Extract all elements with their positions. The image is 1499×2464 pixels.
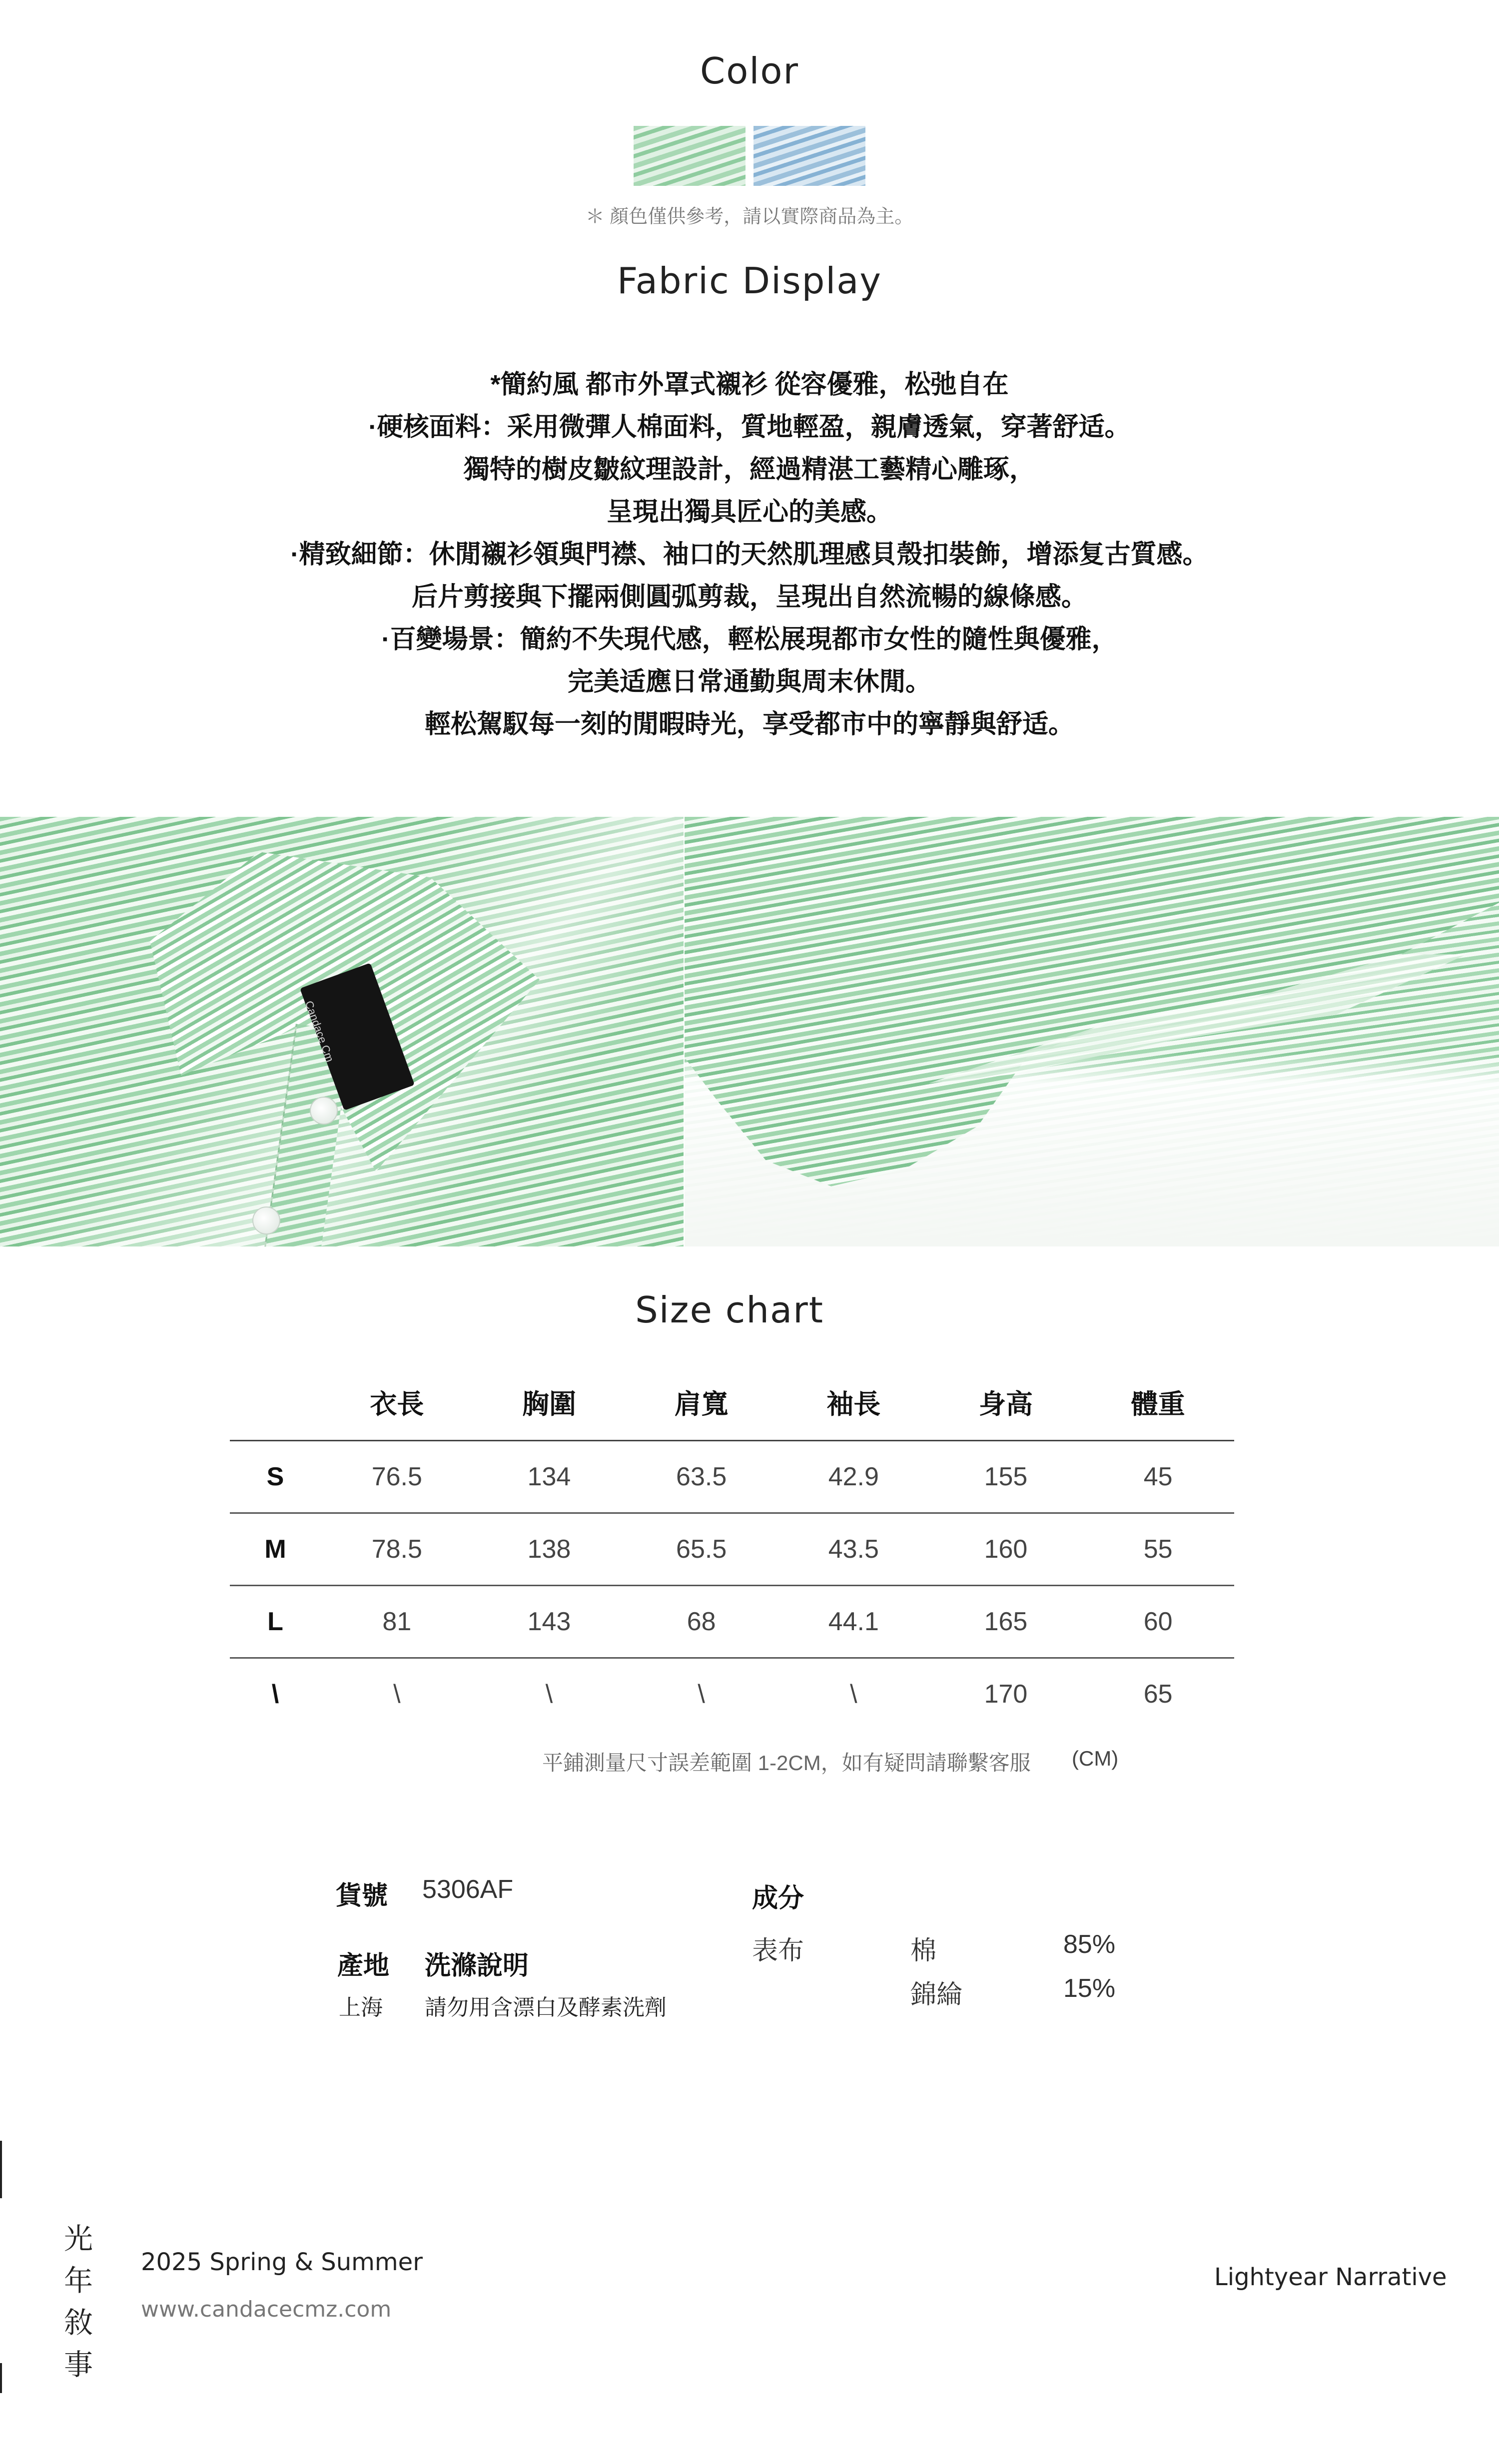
brand-english-name: Lightyear Narrative <box>1214 2263 1447 2291</box>
material-name: 錦綸 <box>910 1980 963 2009</box>
table-cell: 155 <box>930 1441 1082 1513</box>
size-label: S <box>230 1441 321 1513</box>
table-cell: 143 <box>473 1586 626 1658</box>
size-table <box>230 1364 1234 1730</box>
footer-rule-top <box>0 2141 2 2198</box>
table-cell: 44.1 <box>777 1586 930 1658</box>
composition-label: 成分 <box>752 1884 804 1913</box>
table-header-row <box>230 1364 1234 1441</box>
shell-button <box>252 1207 280 1234</box>
size-label: L <box>230 1586 321 1658</box>
table-cell: 165 <box>930 1586 1082 1658</box>
origin-label: 產地 <box>337 1951 390 1980</box>
material-percent: 15% <box>1063 1974 1116 2003</box>
brand-char: 敘 <box>63 2307 93 2339</box>
table-cell: \ <box>545 1680 553 1709</box>
brand-char: 年 <box>63 2265 93 2297</box>
fabric-description <box>0 364 1499 746</box>
table-cell: 170 <box>984 1680 1028 1709</box>
table-row <box>230 1513 1234 1586</box>
season-label: 2025 Spring & Summer <box>141 2248 423 2276</box>
size-label: \ <box>271 1680 279 1709</box>
table-cell: 42.9 <box>777 1441 930 1513</box>
table-cell: \ <box>850 1680 857 1709</box>
brand-vertical-logo <box>61 2218 96 2386</box>
description-line: 獨特的樹皮皺紋理設計，經過精湛工藝精心雕琢， <box>463 455 1035 484</box>
corner-cell <box>230 1364 321 1441</box>
color-title: Color <box>700 50 799 92</box>
color-note: ＊ 顏色僅供參考，請以實際商品為主。 <box>585 206 914 227</box>
table-cell: 55 <box>1082 1513 1234 1586</box>
table-cell: 65.5 <box>625 1513 777 1586</box>
table-cell: 160 <box>930 1513 1082 1586</box>
table-cell: 134 <box>473 1441 626 1513</box>
table-cell: 43.5 <box>777 1513 930 1586</box>
column-header: 袖長 <box>777 1364 930 1441</box>
column-header: 衣長 <box>321 1364 473 1441</box>
fabric-title: Fabric Display <box>617 260 882 302</box>
table-row <box>230 1441 1234 1513</box>
size-chart-title: Size chart <box>635 1289 824 1331</box>
table-cell: 68 <box>625 1586 777 1658</box>
column-header: 身高 <box>930 1364 1082 1441</box>
material-percent: 85% <box>1063 1930 1116 1959</box>
table-cell: 60 <box>1082 1586 1234 1658</box>
brand-char: 事 <box>63 2349 93 2381</box>
care-value: 請勿用含漂白及酵素洗劑 <box>425 1995 667 2020</box>
description-line: 輕松駕馭每一刻的閒暇時光，享受都市中的寧靜與舒适。 <box>424 710 1074 739</box>
origin-value: 上海 <box>339 1995 383 2020</box>
shell-button <box>310 1097 338 1125</box>
table-cell: 76.5 <box>321 1441 473 1513</box>
table-cell: 78.5 <box>321 1513 473 1586</box>
footer-rule-bottom <box>0 2363 2 2393</box>
table-row <box>230 1658 1234 1730</box>
brand-char: 光 <box>63 2223 93 2255</box>
description-line: ·百變場景：簡約不失現代感，輕松展現都市女性的隨性與優雅， <box>381 625 1118 654</box>
sku-label: 貨號 <box>336 1881 388 1910</box>
table-cell: 45 <box>1082 1441 1234 1513</box>
table-row <box>230 1586 1234 1658</box>
swatch-blue[interactable] <box>753 126 865 186</box>
column-header: 肩寬 <box>625 1364 777 1441</box>
description-line: ·精致細節：休閒襯衫領與門襟、袖口的天然肌理感貝殼扣裝飾，增添复古質感。 <box>290 540 1209 569</box>
description-line: 完美适應日常通勤與周末休閒。 <box>567 667 931 696</box>
description-line: 呈現出獨具匠心的美感。 <box>606 498 892 527</box>
swatch-green[interactable] <box>634 126 746 186</box>
size-label: M <box>230 1513 321 1586</box>
website-link[interactable]: www.candacecmz.com <box>141 2297 392 2322</box>
hem-detail-photo <box>685 817 1499 1246</box>
fabric-label: 表布 <box>752 1936 804 1965</box>
description-line: *簡約風 都市外罩式襯衫 從容優雅，松弛自在 <box>490 370 1009 399</box>
table-cell: 138 <box>473 1513 626 1586</box>
table-cell: \ <box>698 1680 705 1709</box>
column-header: 胸圍 <box>473 1364 626 1441</box>
label-tag-text: Candace Cm <box>302 999 337 1064</box>
table-cell: 81 <box>321 1586 473 1658</box>
material-name: 棉 <box>910 1936 937 1965</box>
table-cell: 63.5 <box>625 1441 777 1513</box>
sku-value: 5306AF <box>422 1875 514 1904</box>
size-unit: (CM) <box>1072 1747 1119 1770</box>
size-note: 平鋪測量尺寸誤差範圍 1-2CM，如有疑問請聯繫客服 <box>542 1751 1031 1775</box>
table-cell: \ <box>393 1680 401 1709</box>
column-header: 體重 <box>1082 1364 1234 1441</box>
description-line: ·硬核面料：采用微彈人棉面料，質地輕盈，親膚透氣，穿著舒适。 <box>368 413 1131 442</box>
description-line: 后片剪接與下擺兩側圓弧剪裁，呈現出自然流暢的線條感。 <box>411 583 1087 612</box>
collar-detail-photo <box>0 817 684 1246</box>
table-cell: 65 <box>1143 1680 1173 1709</box>
care-label: 洗滌說明 <box>425 1951 529 1980</box>
